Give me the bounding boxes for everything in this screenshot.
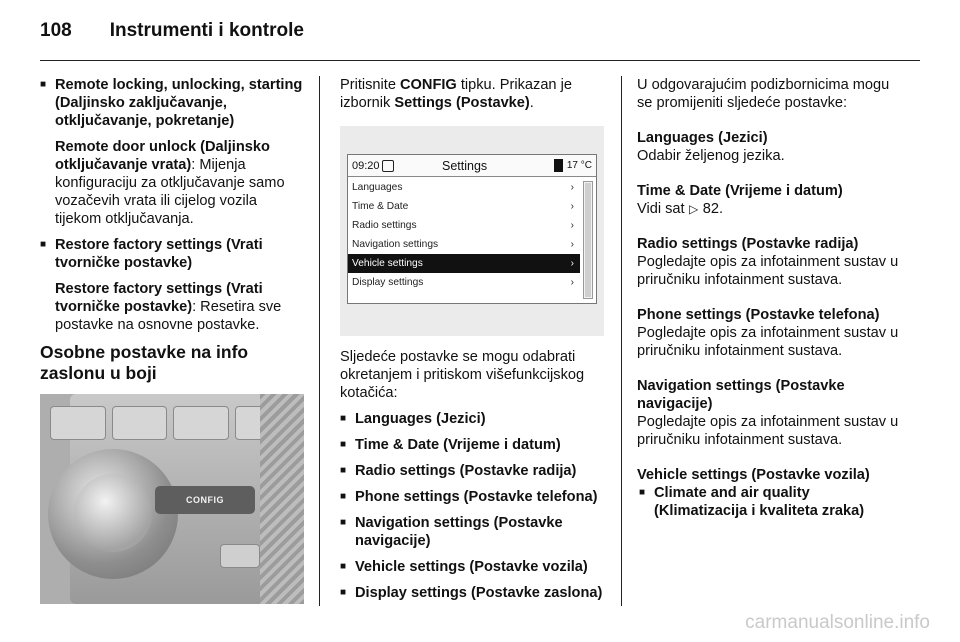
bullet-icon: ■ — [340, 561, 347, 572]
page-reference: 82. — [702, 201, 724, 217]
screen-clock: 09:20 — [352, 159, 380, 172]
phone-icon — [554, 159, 563, 172]
list-item — [340, 488, 606, 506]
menu-item-label: Radio settings — [352, 219, 417, 231]
setting-languages — [637, 129, 907, 165]
bullet-icon: ■ — [639, 487, 646, 498]
bullet-title: Restore factory settings (Vrati tvorničke postavke) — [55, 237, 263, 271]
settings-screen-figure — [340, 126, 604, 336]
setting-description: Odabir željenog jezika. — [637, 148, 785, 164]
setting-description — [637, 200, 907, 218]
lower-button — [220, 544, 260, 568]
sub-text: : Resetira sve postavke na osnovne postavke. — [55, 299, 282, 333]
bullet-sub-paragraph — [40, 138, 306, 228]
selection-paragraph: Sljedeće postavke se mogu odabrati okretanjem i pritiskom višefunkcijskog kotačića: — [340, 349, 585, 401]
menu-item-radio — [348, 216, 580, 235]
screen-temperature: 17 °C — [566, 159, 592, 171]
config-button: CONFIG — [155, 486, 255, 514]
list-item-label: Climate and air quality (Klimatizacija i kvaliteta zraka) — [654, 485, 865, 519]
bullet-icon: ■ — [40, 239, 47, 250]
setting-navigation — [637, 377, 907, 449]
button-row — [50, 406, 290, 440]
scroll-thumb — [585, 183, 591, 297]
bullet-icon: ■ — [340, 587, 347, 598]
connection-icon — [382, 160, 394, 172]
menu-item-label: Time & Date — [352, 200, 409, 212]
intro-text: Pritisnite — [340, 77, 401, 93]
menu-item-label: Navigation settings — [352, 238, 439, 250]
intro-text: tipku. Prikazan je izbornik — [340, 77, 572, 111]
list-item-label: Time & Date (Vrijeme i datum) — [355, 437, 561, 453]
list-item — [340, 558, 606, 576]
menu-item-display — [348, 273, 580, 292]
menu-item-vehicle — [348, 254, 580, 273]
setting-title: Phone settings (Postavke telefona) — [637, 307, 880, 323]
page-title: Instrumenti i kontrole — [109, 20, 304, 41]
list-item-label: Phone settings (Postavke telefona) — [355, 489, 598, 505]
list-item-label: Display settings (Postavke zaslona) — [355, 585, 603, 601]
list-item — [340, 410, 606, 428]
menu-item-time-date — [348, 197, 580, 216]
bullet-title: Remote locking, unlocking, starting (Daljinsko zaključavanje, otključavanje, pokretanje) — [55, 77, 303, 129]
intro-text: . — [529, 95, 534, 111]
page-number: 108 — [40, 20, 72, 41]
column-divider-2 — [621, 76, 622, 606]
chevron-right-icon: › — [570, 257, 574, 269]
knob-center — [74, 474, 152, 552]
chevron-right-icon: › — [570, 238, 574, 250]
list-item-label: Radio settings (Postavke radija) — [355, 463, 577, 479]
bullet-icon: ■ — [340, 517, 347, 528]
bullet-icon: ■ — [340, 413, 347, 424]
list-item-label: Languages (Jezici) — [355, 411, 486, 427]
menu-item-label: Languages — [352, 181, 403, 193]
settings-menu — [348, 178, 580, 292]
bullet-restore-factory — [40, 236, 306, 272]
setting-vehicle — [637, 466, 907, 520]
column-3 — [637, 76, 907, 528]
menu-item-label: Display settings — [352, 276, 424, 288]
section-heading: Osobne postavke na info zaslonu u boji — [40, 342, 249, 383]
list-item — [340, 584, 606, 602]
settings-keyword: Settings (Postavke) — [394, 95, 530, 111]
page-header — [40, 20, 304, 42]
bullet-sub-paragraph — [40, 280, 306, 334]
intro-paragraph: U odgovarajućim podizbornicima mogu se promijeniti sljedeće postavke: — [637, 77, 890, 111]
sub-title: Remote door unlock (Daljinsko otključavanje vrata) — [55, 139, 270, 173]
watermark: carmanualsonline.info — [745, 612, 930, 633]
list-item — [637, 484, 907, 520]
bullet-icon: ■ — [340, 491, 347, 502]
setting-description: Pogledajte opis za infotainment sustav u priručniku infotainment sustava. — [637, 325, 899, 359]
bullet-icon: ■ — [340, 439, 347, 450]
column-2 — [340, 76, 606, 610]
intro-paragraph — [340, 76, 606, 112]
list-item — [340, 436, 606, 454]
chevron-right-icon: › — [570, 219, 574, 231]
reference-arrow-icon: ▷ — [689, 202, 699, 216]
chevron-right-icon: › — [570, 276, 574, 288]
screen-scrollbar — [583, 181, 593, 299]
bullet-icon: ■ — [40, 79, 47, 90]
settings-screen — [347, 154, 597, 304]
menu-item-navigation — [348, 235, 580, 254]
menu-item-languages — [348, 178, 580, 197]
list-item — [340, 514, 606, 550]
column-divider-1 — [319, 76, 320, 606]
chevron-right-icon: › — [570, 181, 574, 193]
settings-bullet-list — [340, 410, 606, 602]
setting-description: Pogledajte opis za infotainment sustav u priručniku infotainment sustava. — [637, 254, 899, 288]
setting-title: Languages (Jezici) — [637, 130, 768, 146]
reference-text: Vidi sat — [637, 201, 685, 217]
setting-time-date — [637, 182, 907, 218]
setting-radio — [637, 235, 907, 289]
sub-title: Restore factory settings (Vrati tvorničke postavke) — [55, 281, 263, 315]
bullet-remote-locking — [40, 76, 306, 130]
setting-title: Navigation settings (Postavke navigacije) — [637, 378, 845, 412]
list-item-label: Navigation settings (Postavke navigacije) — [355, 515, 563, 549]
chevron-right-icon: › — [570, 200, 574, 212]
setting-description: Pogledajte opis za infotainment sustav u priručniku infotainment sustava. — [637, 414, 899, 448]
header-rule — [40, 60, 920, 61]
sub-text: : Mijenja konfiguraciju za otključavanje samo vozačevih vrata ili cijelog vozila tijekom otključavanja. — [55, 157, 285, 227]
side-grill — [260, 394, 304, 604]
setting-title: Radio settings (Postavke radija) — [637, 236, 859, 252]
screen-title: Settings — [442, 158, 488, 173]
setting-phone — [637, 306, 907, 360]
bullet-icon: ■ — [340, 465, 347, 476]
list-item-label: Vehicle settings (Postavke vozila) — [355, 559, 588, 575]
controls-photo — [40, 394, 304, 604]
list-item — [340, 462, 606, 480]
setting-title: Time & Date (Vrijeme i datum) — [637, 183, 843, 199]
screen-status-bar — [348, 155, 596, 177]
column-1 — [40, 76, 306, 604]
menu-item-label: Vehicle settings — [352, 257, 423, 269]
setting-title: Vehicle settings (Postavke vozila) — [637, 467, 870, 483]
config-keyword: CONFIG — [400, 77, 457, 93]
